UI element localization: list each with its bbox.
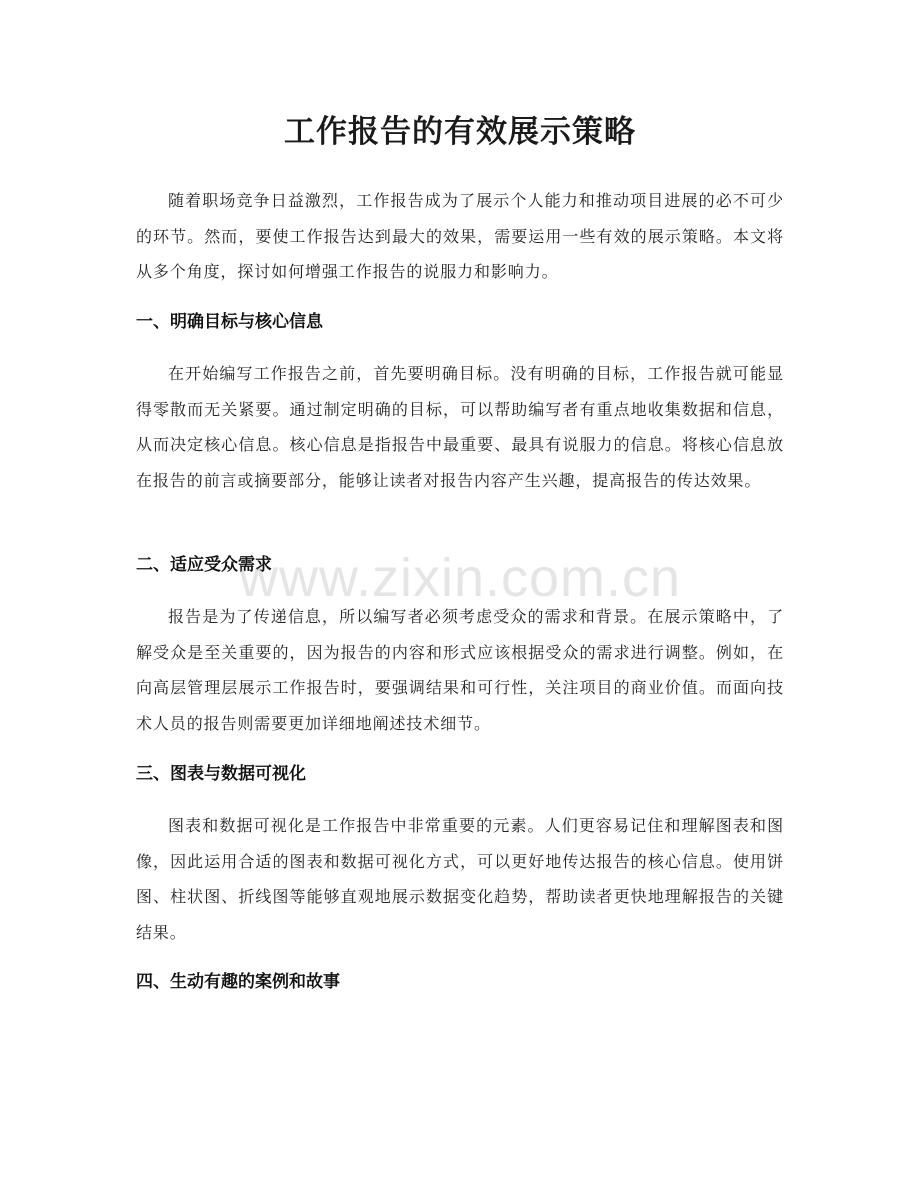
section-heading-1: 一、明确目标与核心信息 xyxy=(136,312,323,332)
section-heading-2: 二、适应受众需求 xyxy=(136,555,272,575)
section-body-2: 报告是为了传递信息，所以编写者必须考虑受众的需求和背景。在展示策略中，了解受众是至关重要的，因为报告的内容和形式应该根据受众的需求进行调整。例如，在向高层管理层展示工作报告时，要强调结果和可行性，关注项目的商业价值。而面向技术人员的报告则需要更加详细地阐述技术细节。 xyxy=(136,607,784,733)
document-title: 工作报告的有效展示策略 xyxy=(284,114,636,150)
section-body-1: 在开始编写工作报告之前，首先要明确目标。没有明确的目标，工作报告就可能显得零散而无关紧要。通过制定明确的目标，可以帮助编写者有重点地收集数据和信息，从而决定核心信息。核心信息是指报告中最重要、最具有说服力的信息。将核心信息放在报告的前言或摘要部分，能够让读者对报告内容产生兴趣，提高报告的传达效果。 xyxy=(136,364,784,490)
section-heading-4: 四、生动有趣的案例和故事 xyxy=(136,972,340,992)
watermark: www.zixin.com.cn xyxy=(238,548,682,608)
intro-paragraph: 随着职场竞争日益激烈，工作报告成为了展示个人能力和推动项目进展的必不可少的环节。然而，要使工作报告达到最大的效果，需要运用一些有效的展示策略。本文将从多个角度，探讨如何增强工作报告的说服力和影响力。 xyxy=(136,191,784,281)
section-body-3: 图表和数据可视化是工作报告中非常重要的元素。人们更容易记住和理解图表和图像，因此运用合适的图表和数据可视化方式，可以更好地传达报告的核心信息。使用饼图、柱状图、折线图等能够直观地展示数据变化趋势，帮助读者更快地理解报告的关键结果。 xyxy=(136,816,784,942)
section-heading-3: 三、图表与数据可视化 xyxy=(136,764,306,784)
